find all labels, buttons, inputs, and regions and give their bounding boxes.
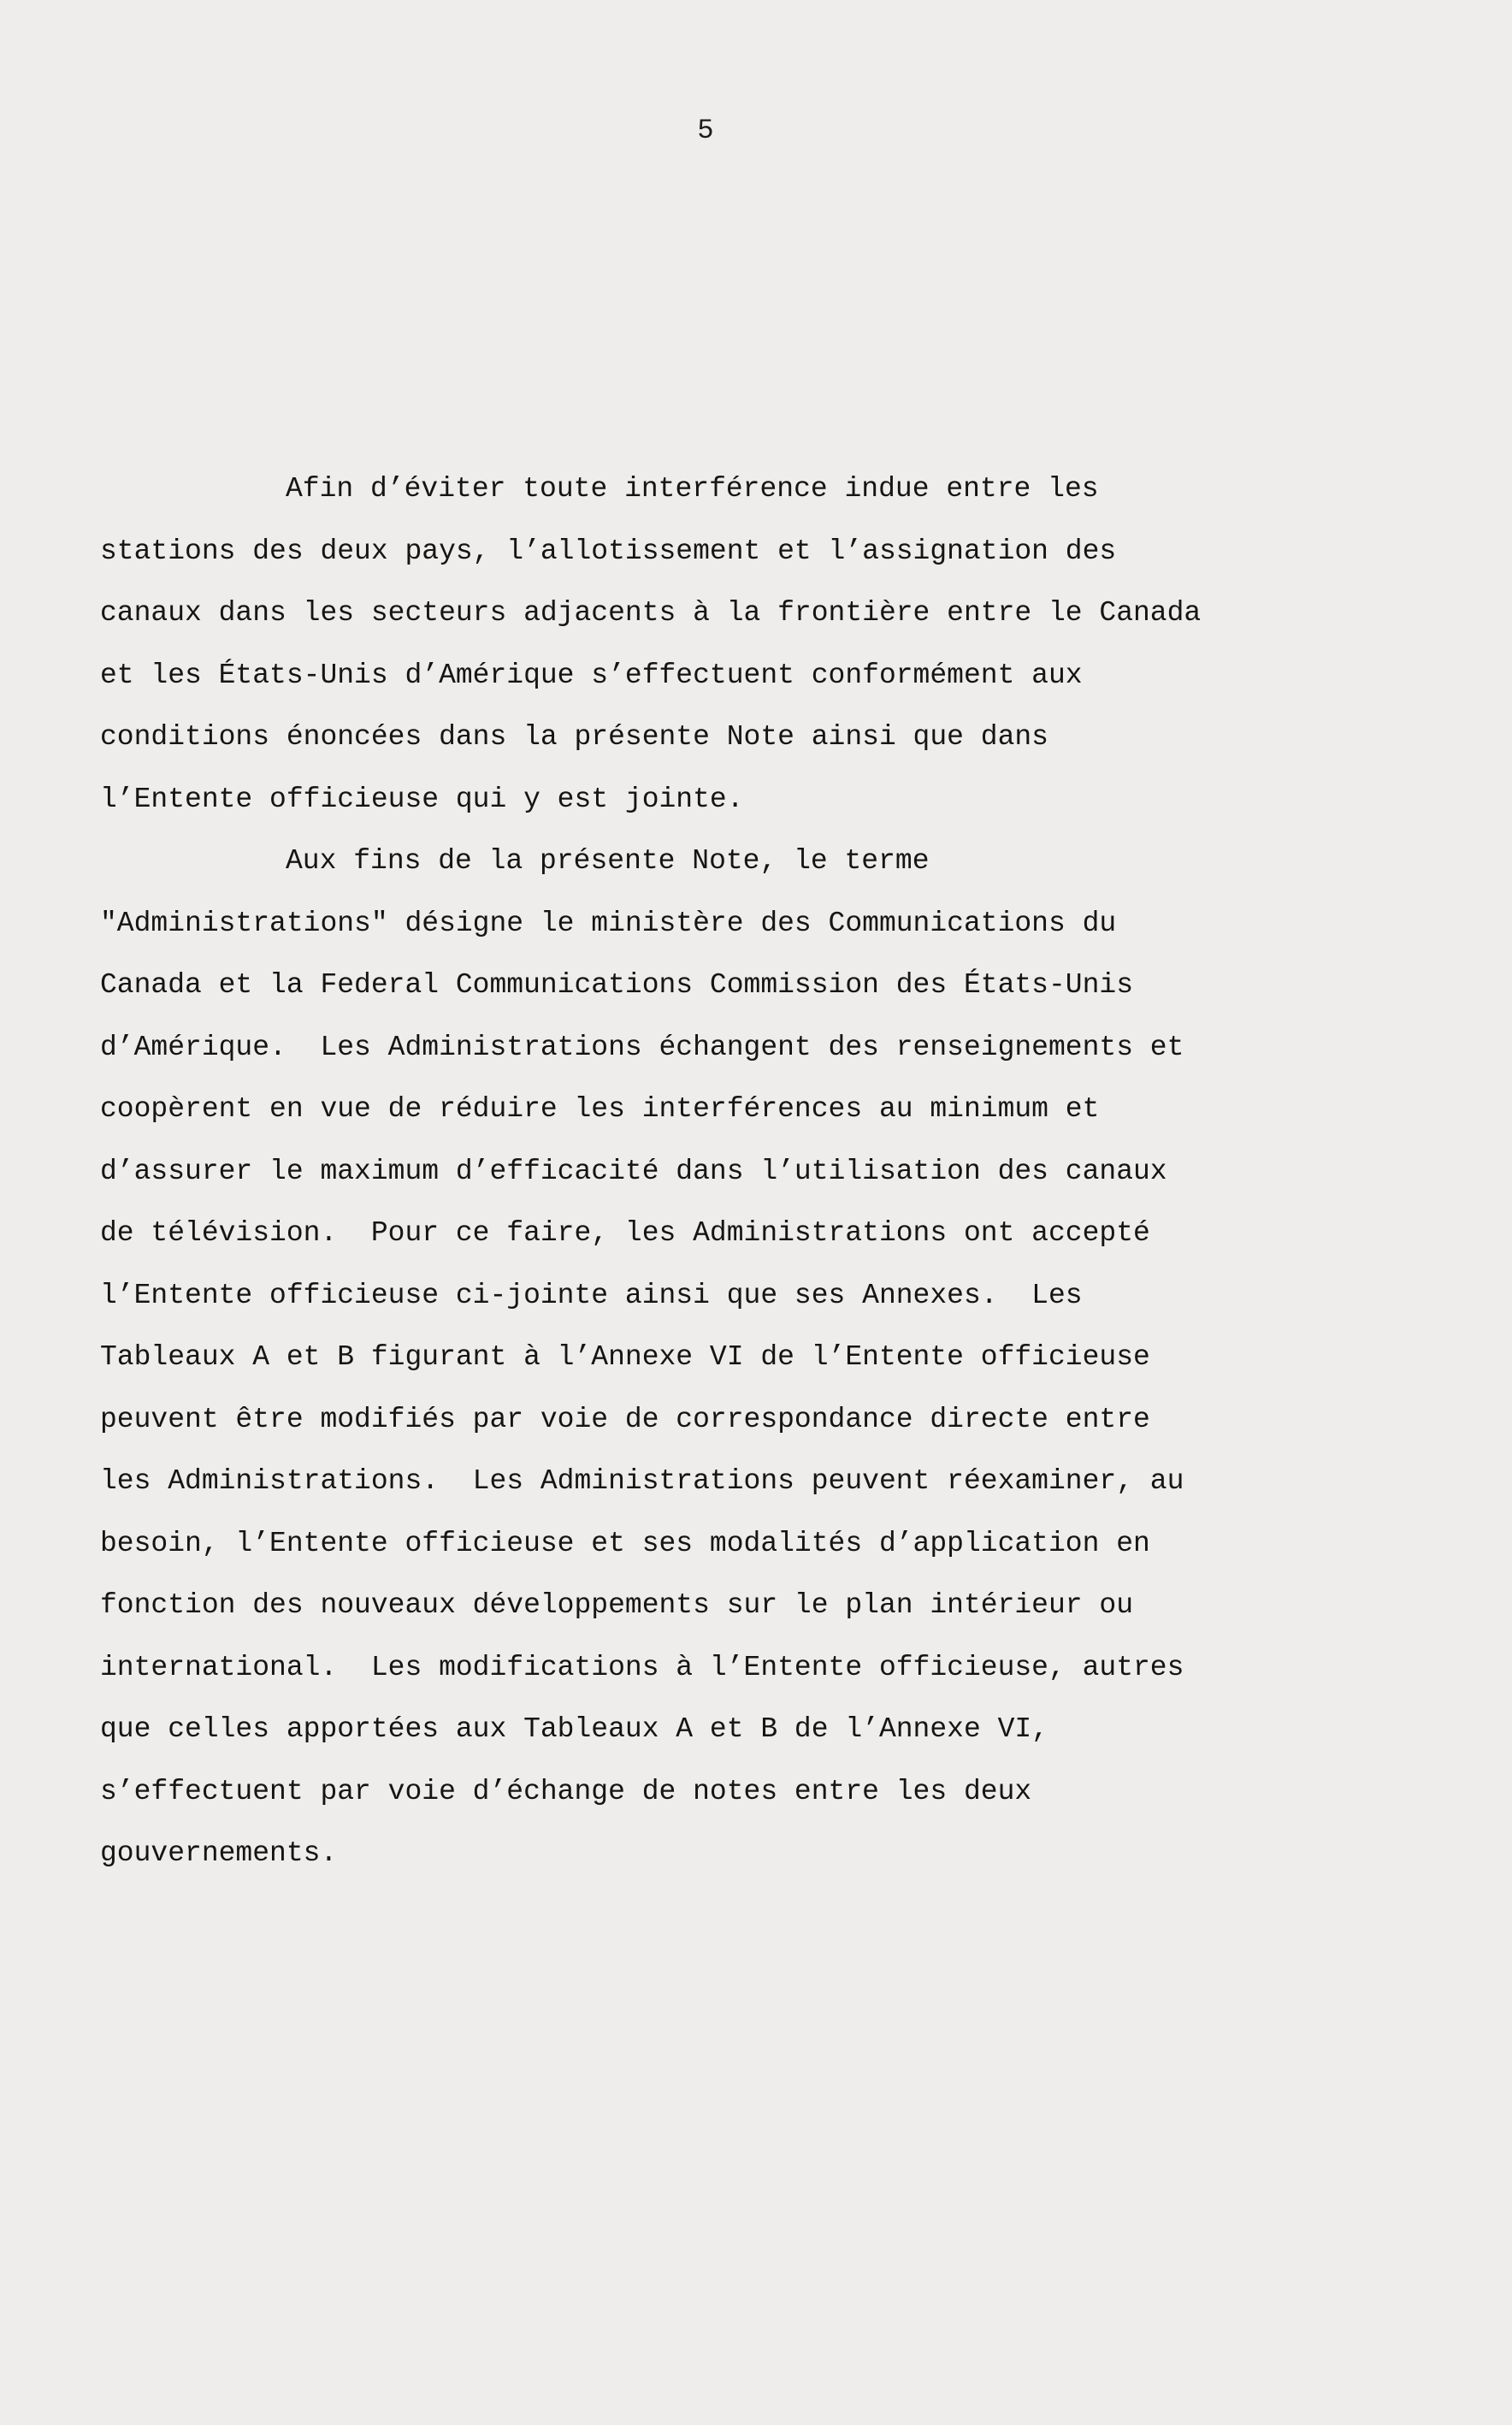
text-line: et les États-Unis d’Amérique s’effectuent conformément aux bbox=[100, 659, 1083, 691]
text-line: international. Les modifications à l’Entente officieuse, autres bbox=[100, 1651, 1184, 1683]
text-line: Tableaux A et B figurant à l’Annexe VI de l’Entente officieuse bbox=[100, 1341, 1150, 1373]
text-line: fonction des nouveaux développements sur le plan intérieur ou bbox=[100, 1589, 1133, 1621]
paragraph-2 bbox=[100, 841, 1332, 1896]
text-line: Canada et la Federal Communications Commission des États-Unis bbox=[100, 969, 1133, 1001]
text-line: l’Entente officieuse ci-jointe ainsi que ses Annexes. Les bbox=[100, 1279, 1083, 1311]
text-line: que celles apportées aux Tableaux A et B de l’Annexe VI, bbox=[100, 1713, 1048, 1745]
text-line: d’assurer le maximum d’efficacité dans l’utilisation des canaux bbox=[100, 1155, 1167, 1187]
text-line: gouvernements. bbox=[100, 1837, 338, 1869]
text-line: conditions énoncées dans la présente Note ainsi que dans bbox=[100, 721, 1048, 753]
text-line: les Administrations. Les Administrations peuvent réexaminer, au bbox=[100, 1465, 1184, 1497]
text-line: Afin d’éviter toute interférence indue entre les bbox=[286, 473, 1099, 505]
page-number: 5 bbox=[697, 115, 714, 146]
text-line: peuvent être modifiés par voie de correspondance directe entre bbox=[100, 1403, 1150, 1435]
text-line: coopèrent en vue de réduire les interférences au minimum et bbox=[100, 1093, 1100, 1125]
text-line: de télévision. Pour ce faire, les Administrations ont accepté bbox=[100, 1217, 1150, 1249]
paragraph-1 bbox=[100, 469, 1332, 841]
text-line: besoin, l’Entente officieuse et ses modalités d’application en bbox=[100, 1527, 1150, 1559]
document-body bbox=[100, 469, 1332, 1896]
text-line: stations des deux pays, l’allotissement et l’assignation des bbox=[100, 535, 1117, 567]
text-line: Aux fins de la présente Note, le terme bbox=[286, 845, 930, 877]
text-line: canaux dans les secteurs adjacents à la frontière entre le Canada bbox=[100, 597, 1202, 629]
text-line: s’effectuent par voie d’échange de notes entre les deux bbox=[100, 1775, 1032, 1807]
text-line: d’Amérique. Les Administrations échangent des renseignements et bbox=[100, 1031, 1184, 1063]
text-line: "Administrations" désigne le ministère des Communications du bbox=[100, 907, 1117, 939]
text-line: l’Entente officieuse qui y est jointe. bbox=[100, 783, 744, 815]
